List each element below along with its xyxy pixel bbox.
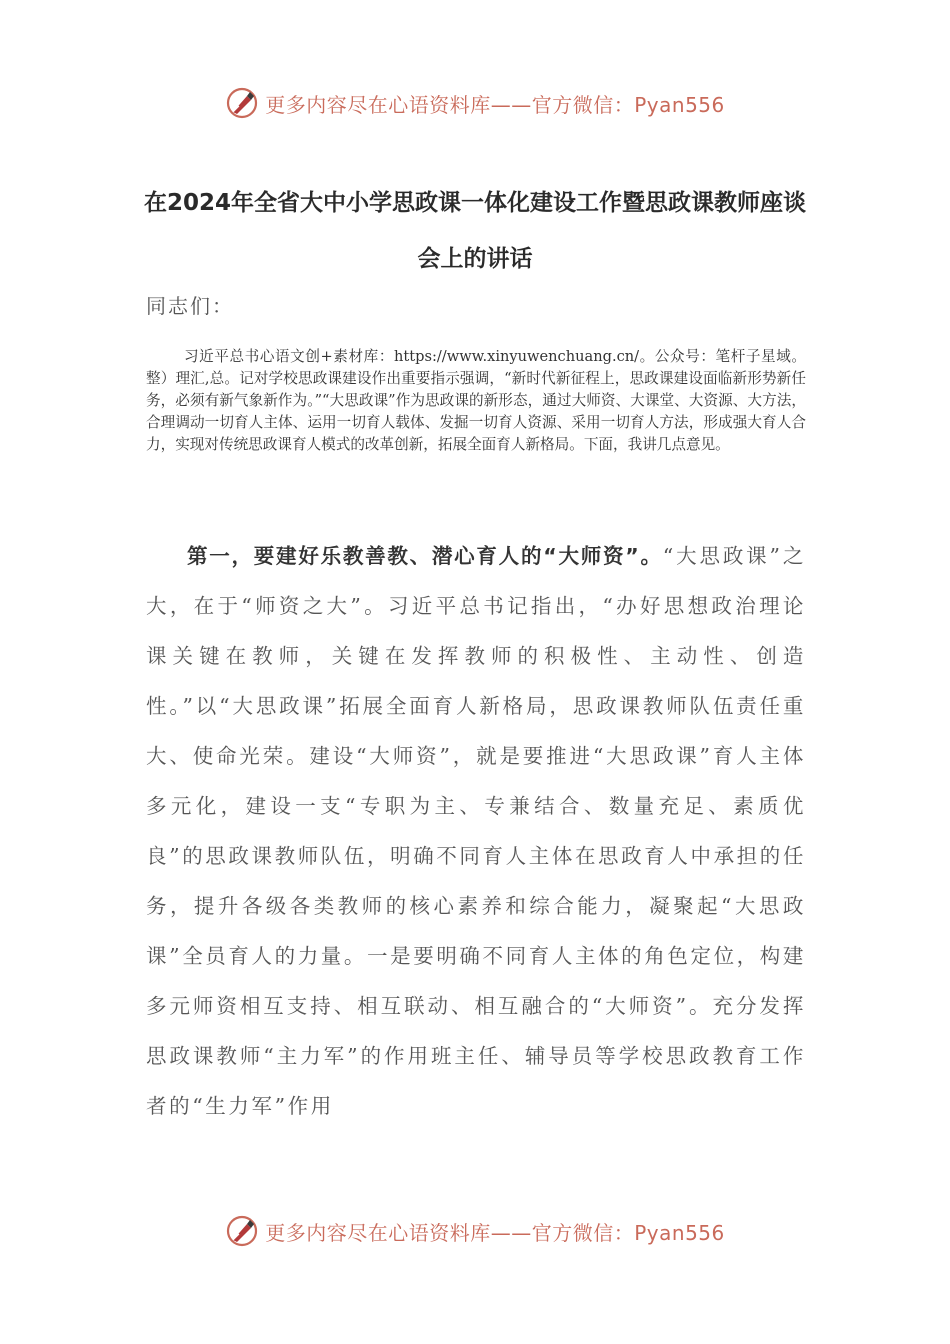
document-title: 在2024年全省大中小学思政课一体化建设工作暨思政课教师座谈会上的讲话 xyxy=(143,190,806,272)
section-1-paragraph xyxy=(146,531,806,1131)
header-watermark-banner xyxy=(0,83,950,123)
footer-watermark-banner xyxy=(0,1211,950,1251)
watermark-separator: —— xyxy=(490,92,532,117)
watermark-text xyxy=(265,1217,725,1246)
section-1-body: “大思政课”之大，在于“师资之大”。习近平总书记指出，“办好思想政治理论课关键在教师，关键在发挥教师的积极性、主动性、创造性。”以“大思政课”拓展全面育人新格局，思政课教师队伍责任重大、使命光荣。建设“大师资”，就是要推进“大思政课”育人主体多元化，建设一支“专职为主、专兼结合、数量充足、素质优良”的思政课教师队伍，明确不同育人主体在思政育人中承担的任务，提升各级各类教师的核心素养和综合能力，凝聚起“大思政课”全员育人的力量。一是要明确不同育人主体的角色定位，构建多元师资相互支持、相互联动、相互融合的“大师资”。充分发挥思政课教师“主力军”的作用班主任、辅导员等学校思政教育工作者的“生力军”作用 xyxy=(146,544,806,1118)
watermark-contact-label: 官方微信： xyxy=(531,1220,635,1245)
watermark-separator: —— xyxy=(490,1220,532,1245)
section-1-heading: 第一，要建好乐教善教、潜心育人的“大师资”。 xyxy=(187,544,663,568)
fountain-pen-logo-icon xyxy=(225,1214,259,1248)
watermark-contact-id: Pyan556 xyxy=(634,92,725,117)
greeting: 同志们： xyxy=(146,294,234,318)
watermark-contact-id: Pyan556 xyxy=(634,1220,725,1245)
intro-paragraph: 习近平总书心语文创+素材库：https://www.xinyuwenchuang.cn/。公众号：笔杆子星域。整）理汇,总。记对学校思政课建设作出重要指示强调，“新时代新征程上，思政课建设面临新形势新任务，必须有新气象新作为。”“大思政课”作为思政课的新形态，通过大师资、大课堂、大资源、大方法，合理调动一切育人主体、运用一切育人载体、发掘一切育人资源、采用一切育人方法，形成强大育人合力，实现对传统思政课育人模式的改革创新，拓展全面育人新格局。下面，我讲几点意见。 xyxy=(146,348,806,453)
watermark-text xyxy=(265,89,725,118)
watermark-contact-label: 官方微信： xyxy=(531,92,635,117)
fountain-pen-logo-icon xyxy=(225,86,259,120)
watermark-slogan: 更多内容尽在心语资料库 xyxy=(265,92,491,117)
watermark-slogan: 更多内容尽在心语资料库 xyxy=(265,1220,491,1245)
